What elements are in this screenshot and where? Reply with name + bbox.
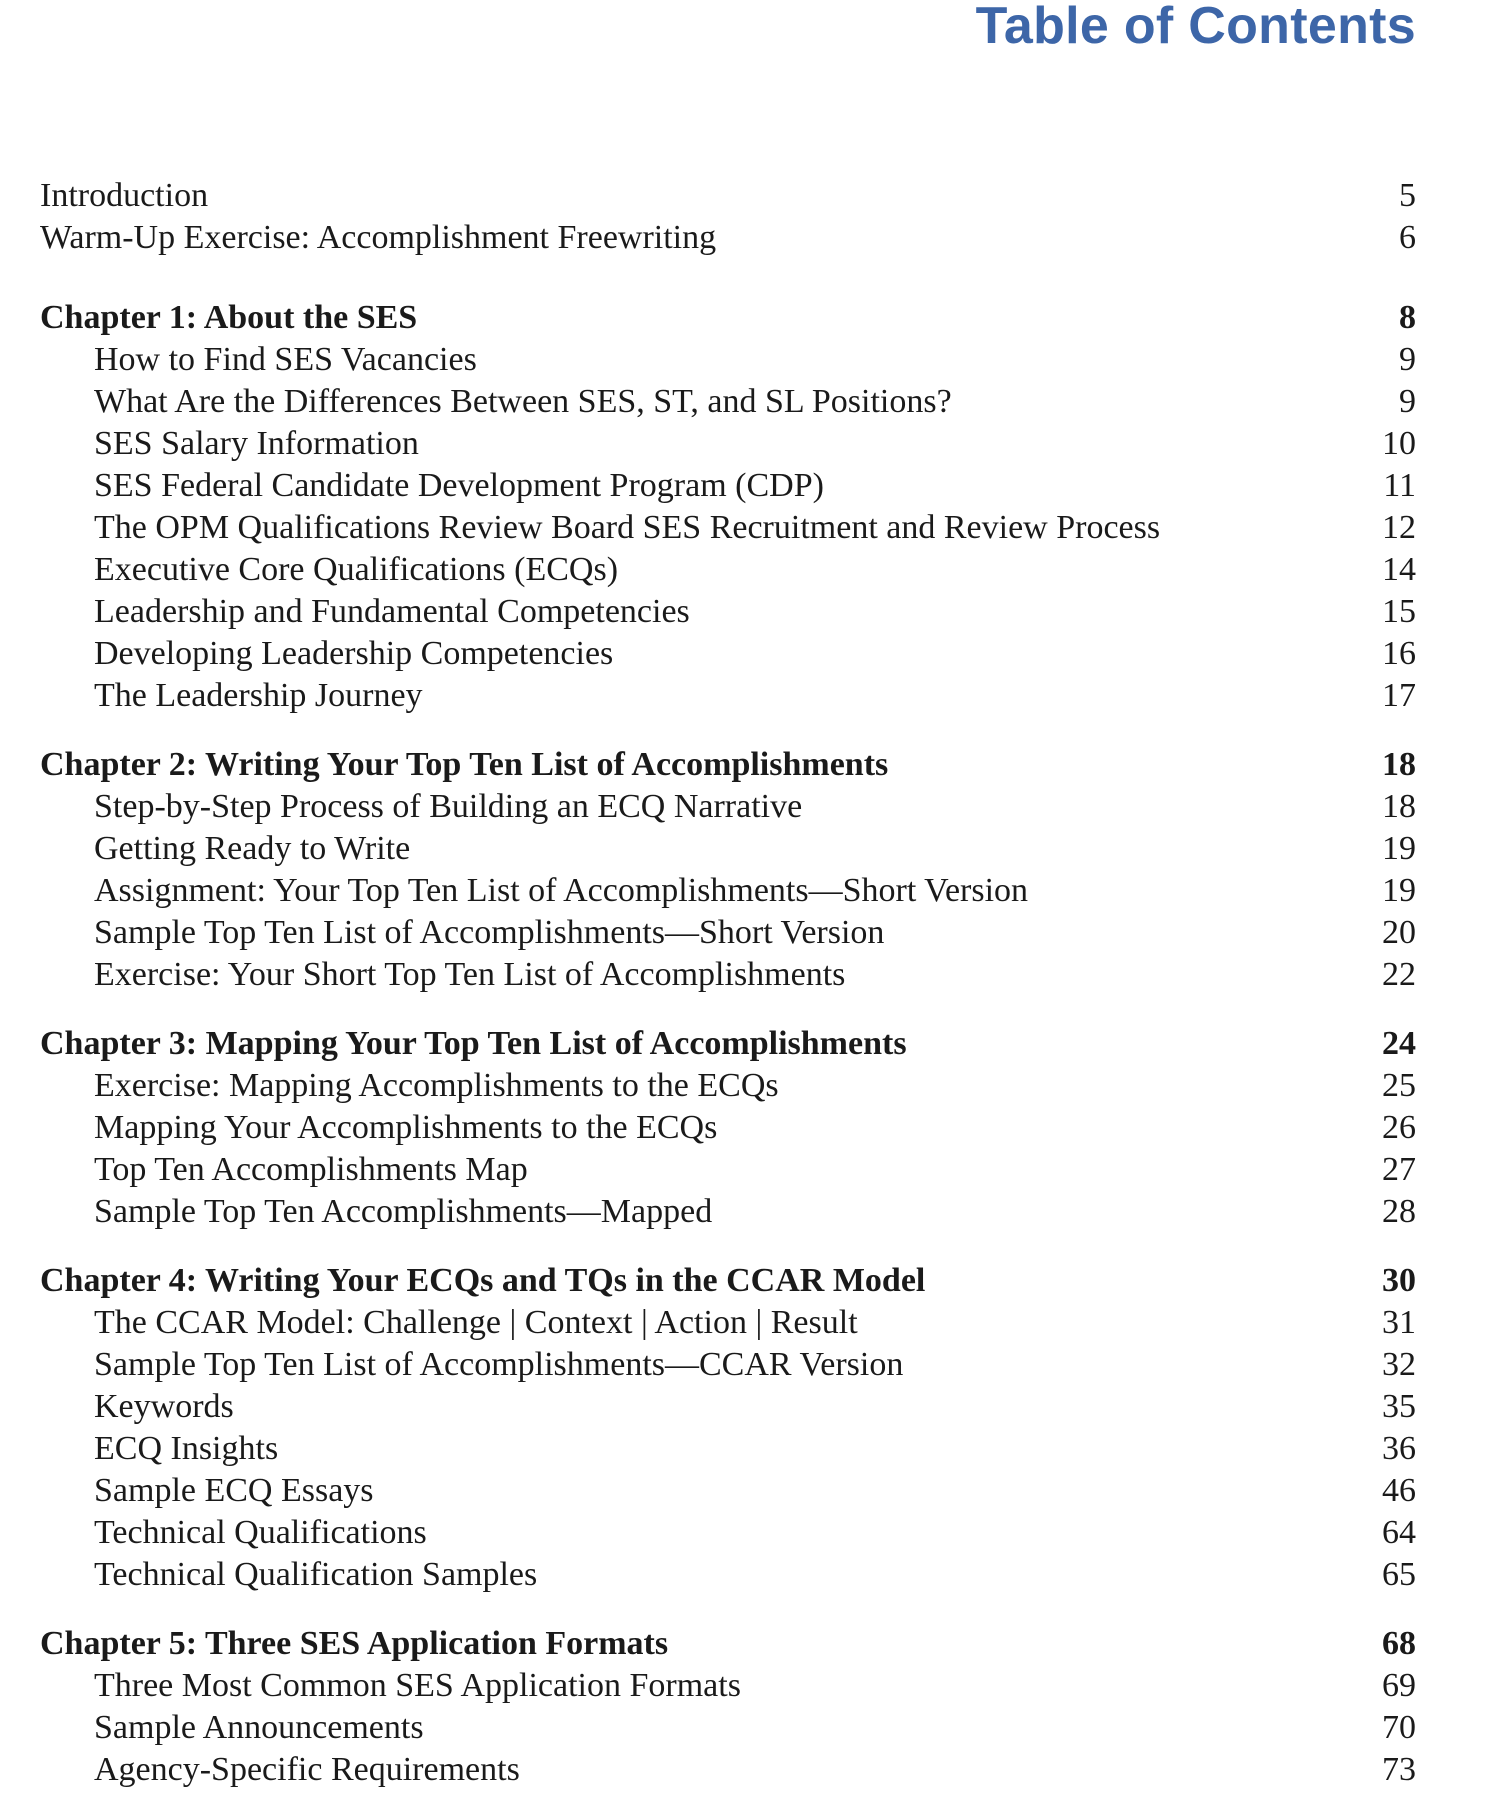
toc-entry-label: Agency-Specific Requirements	[94, 1751, 520, 1788]
toc-entry-page: 69	[1382, 1667, 1416, 1704]
toc-chapter-4	[40, 1260, 1416, 1596]
toc-entry[interactable]	[40, 828, 1416, 870]
toc-entry-page: 9	[1399, 383, 1416, 420]
toc-entry-page: 65	[1382, 1556, 1416, 1593]
toc-entry[interactable]	[40, 549, 1416, 591]
toc-chapter-page: 24	[1382, 1025, 1416, 1062]
toc-entry-label: Executive Core Qualifications (ECQs)	[94, 551, 619, 588]
toc-entry[interactable]	[40, 591, 1416, 633]
toc-entry-label: Exercise: Your Short Top Ten List of Accomplishments	[94, 956, 846, 993]
toc-entry-page: 20	[1382, 914, 1416, 951]
toc-entry-label: Mapping Your Accomplishments to the ECQs	[94, 1109, 718, 1146]
toc-chapter-heading[interactable]	[40, 297, 1416, 339]
toc-entry-page: 18	[1382, 788, 1416, 825]
toc-entry-label: Top Ten Accomplishments Map	[94, 1151, 528, 1188]
toc-entry-page: 32	[1382, 1346, 1416, 1383]
toc-entry-label: Technical Qualifications	[94, 1514, 427, 1551]
toc-entry-label: Step-by-Step Process of Building an ECQ Narrative	[94, 788, 803, 825]
toc-entry-label: ECQ Insights	[94, 1430, 279, 1467]
toc-entry-label: How to Find SES Vacancies	[94, 341, 477, 378]
toc-entry-label: Sample Top Ten List of Accomplishments—Short Version	[94, 914, 885, 951]
toc-chapter-1	[40, 297, 1416, 717]
toc-entry-label: Assignment: Your Top Ten List of Accomplishments—Short Version	[94, 872, 1029, 909]
toc-entry-page: 10	[1382, 425, 1416, 462]
toc-entry[interactable]	[40, 675, 1416, 717]
toc-entry-page: 5	[1399, 177, 1416, 214]
toc-entry-label: The CCAR Model: Challenge | Context | Action | Result	[94, 1304, 858, 1341]
toc-entry-label: Introduction	[40, 177, 209, 214]
toc-entry-page: 46	[1382, 1472, 1416, 1509]
toc-entry-page: 12	[1382, 509, 1416, 546]
toc-entry-label: Sample Announcements	[94, 1709, 424, 1746]
toc-entry-label: Keywords	[94, 1388, 234, 1425]
toc-list	[40, 175, 1416, 1818]
toc-entry-label: The OPM Qualifications Review Board SES Recruitment and Review Process	[94, 509, 1161, 546]
toc-entry-label: Three Most Common SES Application Formats	[94, 1667, 741, 1704]
toc-entry-label: What Are the Differences Between SES, ST, and SL Positions?	[94, 383, 952, 420]
toc-chapter-heading[interactable]	[40, 1023, 1416, 1065]
toc-entry-label: SES Federal Candidate Development Program (CDP)	[94, 467, 824, 504]
toc-chapter-label: Chapter 4: Writing Your ECQs and TQs in the CCAR Model	[40, 1262, 926, 1299]
toc-chapter-page: 8	[1399, 299, 1416, 336]
toc-entry-label: The Leadership Journey	[94, 677, 423, 714]
toc-entry-page: 17	[1382, 677, 1416, 714]
toc-chapter-2	[40, 744, 1416, 996]
toc-chapter-heading[interactable]	[40, 1260, 1416, 1302]
toc-entry[interactable]	[40, 1386, 1416, 1428]
toc-entry-page: 73	[1382, 1751, 1416, 1788]
toc-entry-introduction[interactable]	[40, 175, 1416, 217]
toc-entry-page: 16	[1382, 635, 1416, 672]
toc-entry-page: 19	[1382, 872, 1416, 909]
toc-entry[interactable]	[40, 1512, 1416, 1554]
toc-entry[interactable]	[40, 633, 1416, 675]
toc-entry[interactable]	[40, 381, 1416, 423]
toc-chapter-heading[interactable]	[40, 744, 1416, 786]
toc-entry[interactable]	[40, 1344, 1416, 1386]
toc-entry-page: 14	[1382, 551, 1416, 588]
toc-entry[interactable]	[40, 1302, 1416, 1344]
toc-entry-label: Developing Leadership Competencies	[94, 635, 614, 672]
toc-entry-page: 28	[1382, 1193, 1416, 1230]
toc-chapter-label: Chapter 1: About the SES	[40, 299, 418, 336]
toc-entry-label: Sample Top Ten Accomplishments—Mapped	[94, 1193, 713, 1230]
toc-entry[interactable]	[40, 1554, 1416, 1596]
toc-chapter-page: 30	[1382, 1262, 1416, 1299]
page-title: Table of Contents	[975, 0, 1416, 55]
toc-entry[interactable]	[40, 1107, 1416, 1149]
toc-entry-label: Sample ECQ Essays	[94, 1472, 374, 1509]
toc-entry[interactable]	[40, 786, 1416, 828]
toc-entry-page: 22	[1382, 956, 1416, 993]
toc-entry-label: Warm-Up Exercise: Accomplishment Freewriting	[40, 219, 717, 256]
toc-entry[interactable]	[40, 1428, 1416, 1470]
toc-entry[interactable]	[40, 339, 1416, 381]
toc-chapter-label: Chapter 2: Writing Your Top Ten List of Accomplishments	[40, 746, 889, 783]
toc-entry-page: 11	[1383, 467, 1416, 504]
toc-entry[interactable]	[40, 1065, 1416, 1107]
toc-entry[interactable]	[40, 423, 1416, 465]
toc-chapter-heading[interactable]	[40, 1623, 1416, 1665]
toc-entry-page: 31	[1382, 1304, 1416, 1341]
toc-entry-label: Leadership and Fundamental Competencies	[94, 593, 690, 630]
toc-entry[interactable]	[40, 507, 1416, 549]
toc-chapter-page: 68	[1382, 1625, 1416, 1662]
toc-entry[interactable]	[40, 1665, 1416, 1707]
toc-entry-page: 70	[1382, 1709, 1416, 1746]
toc-chapter-page: 18	[1382, 746, 1416, 783]
toc-entry-warm-up-exercise[interactable]	[40, 217, 1416, 259]
toc-entry-page: 25	[1382, 1067, 1416, 1104]
toc-entry-page: 64	[1382, 1514, 1416, 1551]
toc-entry[interactable]	[40, 1191, 1416, 1233]
toc-chapter-5	[40, 1623, 1416, 1791]
toc-entry[interactable]	[40, 1149, 1416, 1191]
toc-entry-page: 19	[1382, 830, 1416, 867]
toc-entry-page: 6	[1399, 219, 1416, 256]
toc-entry-label: Sample Top Ten List of Accomplishments—CCAR Version	[94, 1346, 904, 1383]
toc-entry-label: Getting Ready to Write	[94, 830, 411, 867]
toc-entry-page: 35	[1382, 1388, 1416, 1425]
toc-entry[interactable]	[40, 912, 1416, 954]
toc-chapter-label: Chapter 3: Mapping Your Top Ten List of Accomplishments	[40, 1025, 907, 1062]
toc-entry[interactable]	[40, 1470, 1416, 1512]
toc-entry-page: 36	[1382, 1430, 1416, 1467]
toc-entry-label: Exercise: Mapping Accomplishments to the ECQs	[94, 1067, 779, 1104]
toc-entry-page: 15	[1382, 593, 1416, 630]
toc-entry[interactable]	[40, 954, 1416, 996]
toc-entry-page: 26	[1382, 1109, 1416, 1146]
toc-chapter-3	[40, 1023, 1416, 1233]
toc-entry[interactable]	[40, 870, 1416, 912]
toc-entry-label: Technical Qualification Samples	[94, 1556, 538, 1593]
toc-entry-page: 27	[1382, 1151, 1416, 1188]
toc-entry-page: 9	[1399, 341, 1416, 378]
toc-intro-group	[40, 175, 1416, 259]
toc-chapter-label: Chapter 5: Three SES Application Formats	[40, 1625, 669, 1662]
toc-entry[interactable]	[40, 1749, 1416, 1791]
toc-entry[interactable]	[40, 1707, 1416, 1749]
toc-entry[interactable]	[40, 465, 1416, 507]
toc-entry-label: SES Salary Information	[94, 425, 419, 462]
